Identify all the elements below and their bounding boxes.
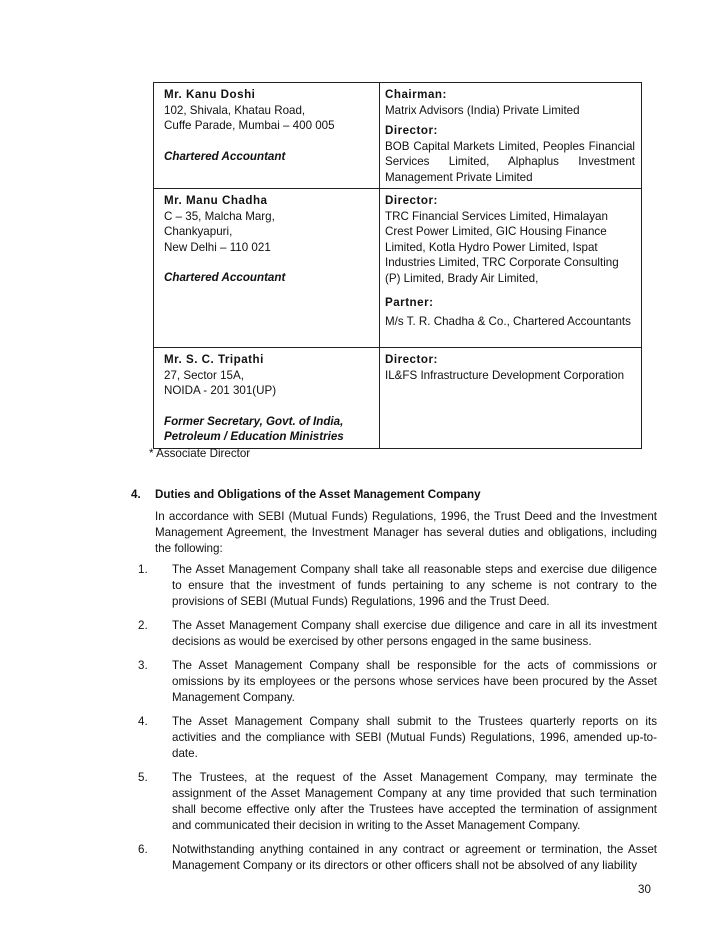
item-text: Notwithstanding anything contained in any contract or agreement or termination, the Asset Management Company or its directors or other officers shall not be absolved of any liability	[172, 843, 657, 872]
list-item	[138, 842, 657, 874]
director-qualification: Former Secretary, Govt. of India,	[164, 414, 344, 428]
director-qualification: Chartered Accountant	[164, 149, 286, 163]
role-text: TRC Financial Services Limited, Himalayan Crest Power Limited, GIC Housing Finance Limited, Kotla Hydro Power Limited, Ispat Industries Limited, TRC Corporate Consulting (P) Limited, Brady Air Limited,	[385, 209, 619, 285]
table-row	[154, 189, 642, 348]
role-text: BOB Capital Markets Limited, Peoples Financial Services Limited, Alphaplus Investment Management Private Limited	[385, 139, 635, 184]
address-line: NOIDA - 201 301(UP)	[164, 384, 277, 397]
role-label: Partner:	[385, 296, 434, 309]
director-name: Mr. S. C. Tripathi	[164, 353, 264, 366]
director-roles-cell	[380, 189, 642, 348]
director-name: Mr. Manu Chadha	[164, 194, 268, 207]
item-number: 6.	[138, 843, 148, 856]
director-name: Mr. Kanu Doshi	[164, 88, 256, 101]
role-text: Matrix Advisors (India) Private Limited	[385, 103, 580, 117]
address-line: 102, Shivala, Khatau Road,	[164, 103, 306, 117]
role-text: M/s T. R. Chadha & Co., Chartered Accountants	[385, 314, 631, 328]
role-label: Director:	[385, 194, 438, 207]
item-text: The Asset Management Company shall exercise due diligence and care in all its investment decisions as would be exercised by other persons engaged in the same business.	[172, 619, 657, 648]
table-row	[154, 83, 642, 189]
address-line: C – 35, Malcha Marg,	[164, 209, 275, 223]
item-text: The Asset Management Company shall submit to the Trustees quarterly reports on its activities and the compliance with SEBI (Mutual Funds) Regulations, 1996, amended up-to-date.	[172, 715, 657, 760]
item-number: 1.	[138, 563, 148, 576]
section-number: 4.	[131, 488, 141, 501]
table-row	[154, 348, 642, 449]
footnote: * Associate Director	[149, 447, 251, 460]
director-details-cell	[154, 189, 380, 348]
list-item	[138, 770, 657, 834]
address-line: Cuffe Parade, Mumbai – 400 005	[164, 119, 335, 132]
section-title: Duties and Obligations of the Asset Management Company	[155, 488, 481, 501]
item-number: 4.	[138, 715, 148, 728]
address-line: Chankyapuri,	[164, 225, 233, 238]
role-label: Director:	[385, 124, 438, 137]
list-item	[138, 618, 657, 650]
list-item	[138, 658, 657, 706]
page-number: 30	[638, 883, 651, 896]
director-details-cell	[154, 83, 380, 189]
director-details-cell	[154, 348, 380, 449]
role-text: IL&FS Infrastructure Development Corporation	[385, 368, 625, 382]
director-roles-cell	[380, 348, 642, 449]
list-item	[138, 562, 657, 610]
section-intro: In accordance with SEBI (Mutual Funds) Regulations, 1996, the Trust Deed and the Investment Management Agreement, the Investment Manager has several duties and obligations, including the following:	[155, 510, 657, 555]
address-line: New Delhi – 110 021	[164, 240, 271, 254]
list-item	[138, 714, 657, 762]
item-number: 5.	[138, 771, 148, 784]
item-number: 2.	[138, 619, 148, 632]
role-label: Director:	[385, 353, 438, 366]
director-qualification: Chartered Accountant	[164, 271, 286, 284]
directors-table	[153, 82, 642, 449]
duties-list	[138, 562, 657, 882]
item-text: The Asset Management Company shall be responsible for the acts of commissions or omissions by its employees or the persons whose services have been procured by the Asset Management Company.	[172, 659, 657, 704]
role-label: Chairman:	[385, 88, 447, 101]
item-number: 3.	[138, 659, 148, 672]
address-line: 27, Sector 15A,	[164, 368, 244, 382]
director-roles-cell	[380, 83, 642, 189]
item-text: The Asset Management Company shall take all reasonable steps and exercise due diligence to ensure that the investment of funds pertaining to any scheme is not contrary to the provisions of SEBI (Mutual Funds) Regulations, 1996 and the Trust Deed.	[172, 563, 657, 608]
director-qualification: Petroleum / Education Ministries	[164, 430, 344, 443]
item-text: The Trustees, at the request of the Asset Management Company, may terminate the assignment of the Asset Management Company at any time provided that such termination shall become effective only after the Trustees have accepted the termination of assignment and communicated their decision in writing to the Asset Management Company.	[172, 771, 657, 832]
